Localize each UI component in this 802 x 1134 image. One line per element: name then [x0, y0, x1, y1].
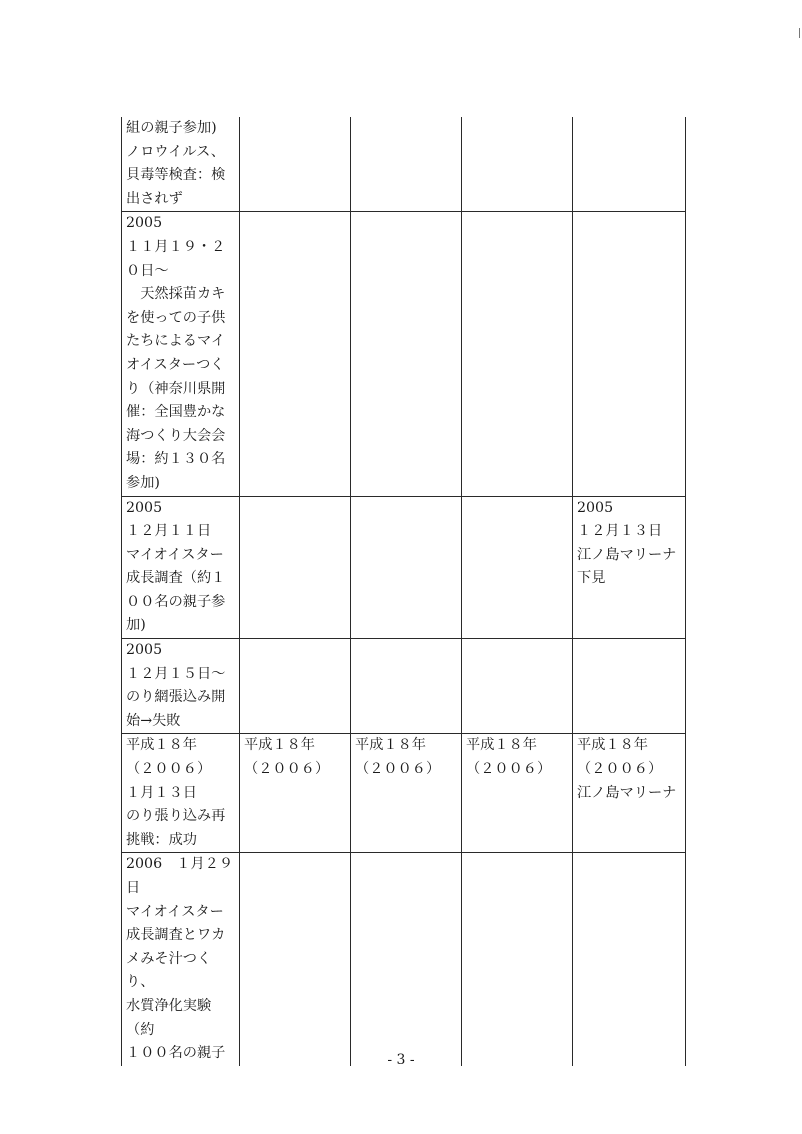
table-cell: 2005 １２月１３日 江ノ島マリーナ 下見 [573, 496, 686, 639]
table-cell [240, 853, 351, 1066]
table-cell: 平成１８年 （２００６） [462, 734, 573, 853]
table-cell [573, 853, 686, 1066]
table-row [122, 496, 686, 639]
table-cell [462, 212, 573, 496]
table-cell [573, 117, 686, 212]
page-number: - 3 - [387, 1052, 415, 1068]
table-cell [351, 639, 462, 734]
table-row [122, 639, 686, 734]
activity-schedule-table [121, 117, 686, 1066]
table-cell [351, 496, 462, 639]
table-cell: 組の親子参加) ノロウイルス、 貝毒等検査：検 出されず [122, 117, 240, 212]
table-row [122, 734, 686, 853]
table-cell [240, 639, 351, 734]
table-cell: 2005 １１月１９・２ ０日～ 天然採苗カキ を使っての子供 たちによるマイ オイスターつく り（神奈川県開 催：全国豊かな 海つくり大会会 場：約１３０名 参加) [122, 212, 240, 496]
table-cell [240, 212, 351, 496]
table-row [122, 117, 686, 212]
table-cell: 2006 １月２９ 日 マイオイスター 成長調査とワカ メみそ汁つくり、 水質浄化実験（約 １００名の親子 [122, 853, 240, 1066]
table-cell [573, 212, 686, 496]
table-cell [462, 117, 573, 212]
table-cell [573, 639, 686, 734]
table-cell [240, 496, 351, 639]
table-row [122, 853, 686, 1066]
table-cell [351, 212, 462, 496]
table-cell: 2005 １２月１１日 マイオイスター 成長調査（約１ ００名の親子参 加) [122, 496, 240, 639]
table-cell: 平成１８年 （２００６） １月１３日 のり張り込み再 挑戦：成功 [122, 734, 240, 853]
table-cell [462, 639, 573, 734]
table-cell [351, 117, 462, 212]
table-cell: 2005 １２月１５日～ のり網張込み開 始→失敗 [122, 639, 240, 734]
table-cell: 平成１８年 （２００６） [351, 734, 462, 853]
table-cell: 平成１８年 （２００６） 江ノ島マリーナ [573, 734, 686, 853]
table-cell: 平成１８年 （２００６） [240, 734, 351, 853]
table-cell [351, 853, 462, 1066]
table-cell [462, 496, 573, 639]
table-cell [240, 117, 351, 212]
table-row [122, 212, 686, 496]
scan-edge-mark [799, 28, 800, 38]
table-cell [462, 853, 573, 1066]
